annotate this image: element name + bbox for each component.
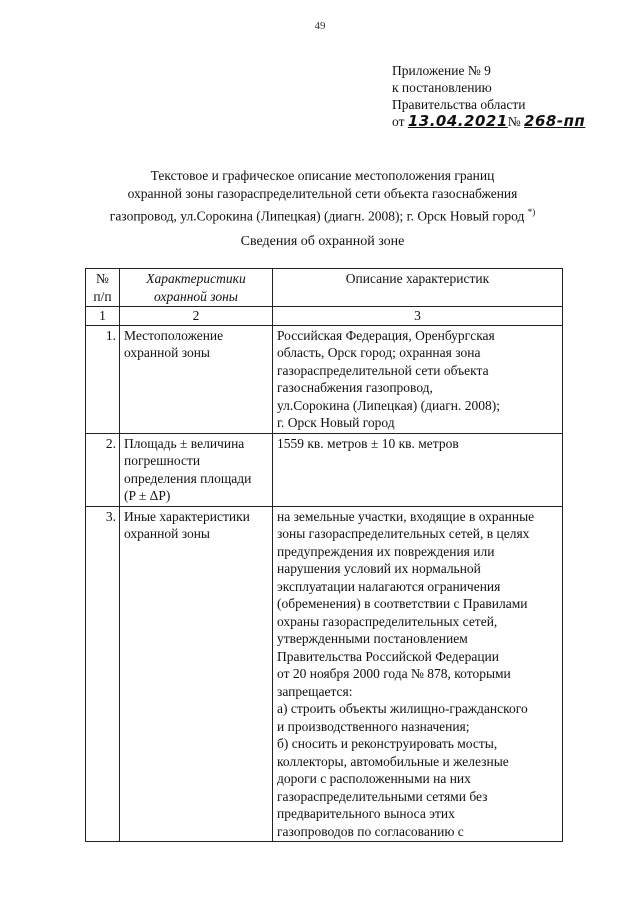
row-description xyxy=(273,506,563,842)
row-characteristic-line: Иные характеристики xyxy=(124,508,250,524)
numbering-col-1: 1 xyxy=(86,307,120,326)
handwritten-date: 13.04.2021 xyxy=(407,112,508,130)
row-description-line: предварительного выноса этих xyxy=(277,806,455,821)
table-row xyxy=(86,506,563,842)
header-number xyxy=(86,269,120,307)
row-description-line: а) строить объекты жилищно-гражданского xyxy=(277,701,528,716)
row-characteristic xyxy=(120,433,273,506)
appendix-resolution: к постановлению xyxy=(392,80,492,95)
row-number: 3. xyxy=(86,506,120,842)
row-description-line: зоны газораспределительных сетей, в целях xyxy=(277,526,530,541)
row-number: 2. xyxy=(86,433,120,506)
header-characteristics-line-2: охранной зоны xyxy=(154,288,238,304)
row-description xyxy=(273,325,563,433)
footnote-mark: *) xyxy=(527,207,536,217)
table-row xyxy=(86,433,563,506)
header-characteristics xyxy=(120,269,273,307)
row-description-line: и производственного назначения; xyxy=(277,718,470,734)
appendix-title: Приложение № 9 xyxy=(392,63,491,78)
row-characteristic xyxy=(120,506,273,842)
section-subtitle: Сведения об охранной зоне xyxy=(240,234,405,249)
row-description-line: газопроводов по согласованию с xyxy=(277,823,464,839)
row-description-line: коллекторы, автомобильные и железные xyxy=(277,753,509,769)
row-description-line: эксплуатации налагаются ограничения xyxy=(277,578,501,594)
row-description-line: на земельные участки, входящие в охранные xyxy=(277,508,535,524)
title-line-1: Текстовое и графическое описание местоположения границ xyxy=(150,168,495,183)
title-line-3 xyxy=(60,203,585,226)
row-description-line: (обременения) в соответствии с Правилами xyxy=(277,596,528,611)
row-description-line: газоснабжения газопровод, xyxy=(277,380,433,395)
row-characteristic xyxy=(120,325,273,433)
row-characteristic-line: охранной зоны xyxy=(124,526,211,541)
row-number: 1. xyxy=(86,325,120,433)
row-description-line: б) сносить и реконструировать мосты, xyxy=(277,736,498,751)
row-description-line: область, Орск город; охранная зона xyxy=(277,345,481,360)
row-characteristic-line: (P ± ΔP) xyxy=(124,488,171,503)
row-description-line: ул.Сорокина (Липецкая) (диагн. 2008); xyxy=(277,397,500,413)
row-description-line: газораспределительной сети объекта xyxy=(277,362,489,378)
row-description-line: г. Орск Новый город xyxy=(277,415,395,430)
appendix-date-line xyxy=(392,113,632,130)
row-characteristic-line: погрешности xyxy=(124,453,201,468)
table-row xyxy=(86,325,563,433)
header-characteristics-line-1: Характеристики xyxy=(146,271,246,286)
row-description-line: предупреждения их повреждения или xyxy=(277,543,495,559)
row-description-line: утвержденными постановлением xyxy=(277,631,468,646)
row-characteristic-line: Площадь ± величина xyxy=(124,435,245,451)
protection-zone-table xyxy=(85,268,563,842)
title-line-2: охранной зоны газораспределительной сети объекта газоснабжения xyxy=(127,186,518,201)
handwritten-number: 268-пп xyxy=(524,112,586,130)
table-header-row xyxy=(86,269,563,307)
number-prefix: № xyxy=(507,114,521,129)
row-characteristic-line: определения площади xyxy=(124,470,252,486)
numbering-col-3: 3 xyxy=(273,307,563,326)
header-description: Описание характеристик xyxy=(273,269,563,307)
appendix-block xyxy=(392,62,632,130)
row-description-line: 1559 кв. метров ± 10 кв. метров xyxy=(277,435,459,451)
row-description xyxy=(273,433,563,506)
document-title xyxy=(60,167,585,226)
row-characteristic-line: охранной зоны xyxy=(124,345,211,360)
appendix-government: Правительства области xyxy=(392,97,526,112)
table-numbering-row xyxy=(86,307,563,326)
row-description-line: Российская Федерация, Оренбургская xyxy=(277,327,495,343)
row-characteristic-line: Местоположение xyxy=(124,327,224,343)
page-number: 49 xyxy=(314,20,326,32)
row-description-line: нарушения условий их нормальной xyxy=(277,561,481,576)
header-number-line-1: № xyxy=(96,271,109,286)
numbering-col-2: 2 xyxy=(120,307,273,326)
row-description-line: дороги с расположенными на них xyxy=(277,771,471,786)
title-line-3-text: газопровод, ул.Сорокина (Липецкая) (диагн. 2008); г. Орск Новый город xyxy=(109,208,525,224)
row-description-line: Правительства Российской Федерации xyxy=(277,648,499,664)
row-description-line: запрещается: xyxy=(277,683,353,699)
row-description-line: от 20 ноября 2000 года № 878, которыми xyxy=(277,666,511,681)
row-description-line: охраны газораспределительных сетей, xyxy=(277,613,498,629)
row-description-line: газораспределительными сетями без xyxy=(277,788,488,804)
header-number-line-2: п/п xyxy=(93,288,112,304)
date-prefix: от xyxy=(392,114,405,129)
